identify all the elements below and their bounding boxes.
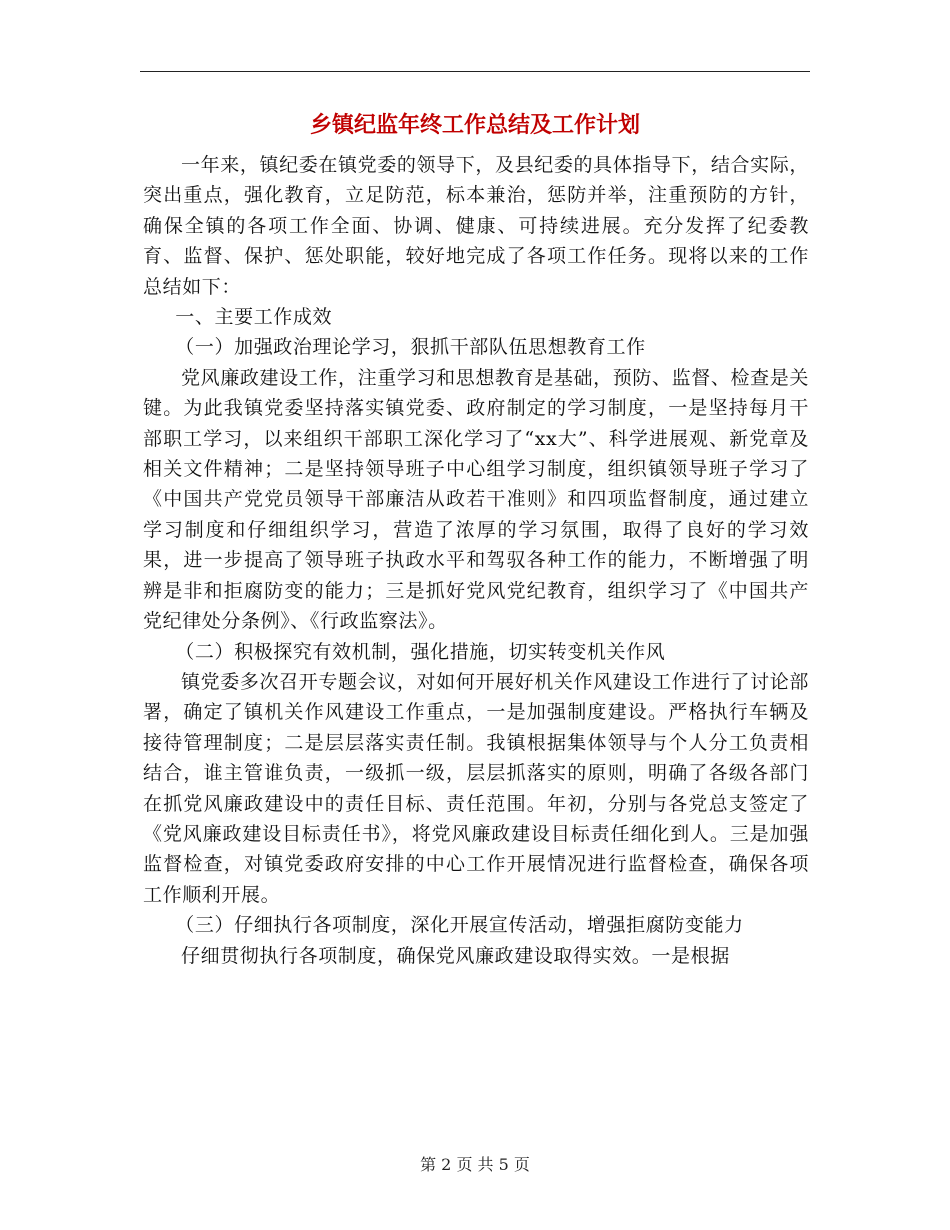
page-number: 第 2 页 共 5 页 bbox=[420, 1155, 530, 1174]
subsection-heading-3: （三）仔细执行各项制度，深化开展宣传活动，增强拒腐防变能力 bbox=[175, 914, 744, 937]
header-rule bbox=[140, 71, 810, 72]
document-body bbox=[143, 150, 809, 971]
intro-paragraph: 一年来，镇纪委在镇党委的领导下，及县纪委的具体指导下，结合实际，突出重点，强化教育，立足防范，标本兼治，惩防并举，注重预防的方针，确保全镇的各项工作全面、协调、健康、可持续进展。充分发挥了纪委教育、监督、保护、惩处职能，较好地完成了各项工作任务。现将以来的工作总结如下： bbox=[143, 154, 809, 298]
subsection-heading-1: （一）加强政治理论学习，狠抓干部队伍思想教育工作 bbox=[175, 336, 646, 359]
section-heading-main-results: 一、主要工作成效 bbox=[175, 306, 333, 329]
document-title: 乡镇纪监年终工作总结及工作计划 bbox=[309, 113, 640, 138]
subsection-heading-2: （二）积极探究有效机制，强化措施，切实转变机关作风 bbox=[175, 640, 666, 663]
subsection-paragraph-2: 镇党委多次召开专题会议，对如何开展好机关作风建设工作进行了讨论部署，确定了镇机关作风建设工作重点，一是加强制度建设。严格执行车辆及接待管理制度；二是层层落实责任制。我镇根据集体领导与个人分工负责相结合，谁主管谁负责，一级抓一级，层层抓落实的原则，明确了各级各部门在抓党风廉政建设中的责任目标、责任范围。年初，分别与各党总支签定了《党风廉政建设目标责任书》，将党风廉政建设目标责任细化到人。三是加强监督检查，对镇党委政府安排的中心工作开展情况进行监督检查，确保各项工作顺利开展。 bbox=[143, 670, 809, 906]
subsection-paragraph-3: 仔细贯彻执行各项制度，确保党风廉政建设取得实效。一是根据 bbox=[181, 944, 730, 967]
subsection-paragraph-1: 党风廉政建设工作，注重学习和思想教育是基础，预防、监督、检查是关键。为此我镇党委坚持落实镇党委、政府制定的学习制度，一是坚持每月干部职工学习，以来组织干部职工深化学习了“xx大”、科学进展观、新党章及相关文件精神；二是坚持领导班子中心组学习制度，组织镇领导班子学习了《中国共产党党员领导干部廉洁从政若干准则》和四项监督制度，通过建立学习制度和仔细组织学习，营造了浓厚的学习氛围，取得了良好的学习效果，进一步提高了领导班子执政水平和驾驭各种工作的能力，不断增强了明辨是非和拒腐防变的能力；三是抓好党风党纪教育，组织学习了《中国共产党纪律处分条例》、《行政监察法》。 bbox=[143, 366, 809, 633]
